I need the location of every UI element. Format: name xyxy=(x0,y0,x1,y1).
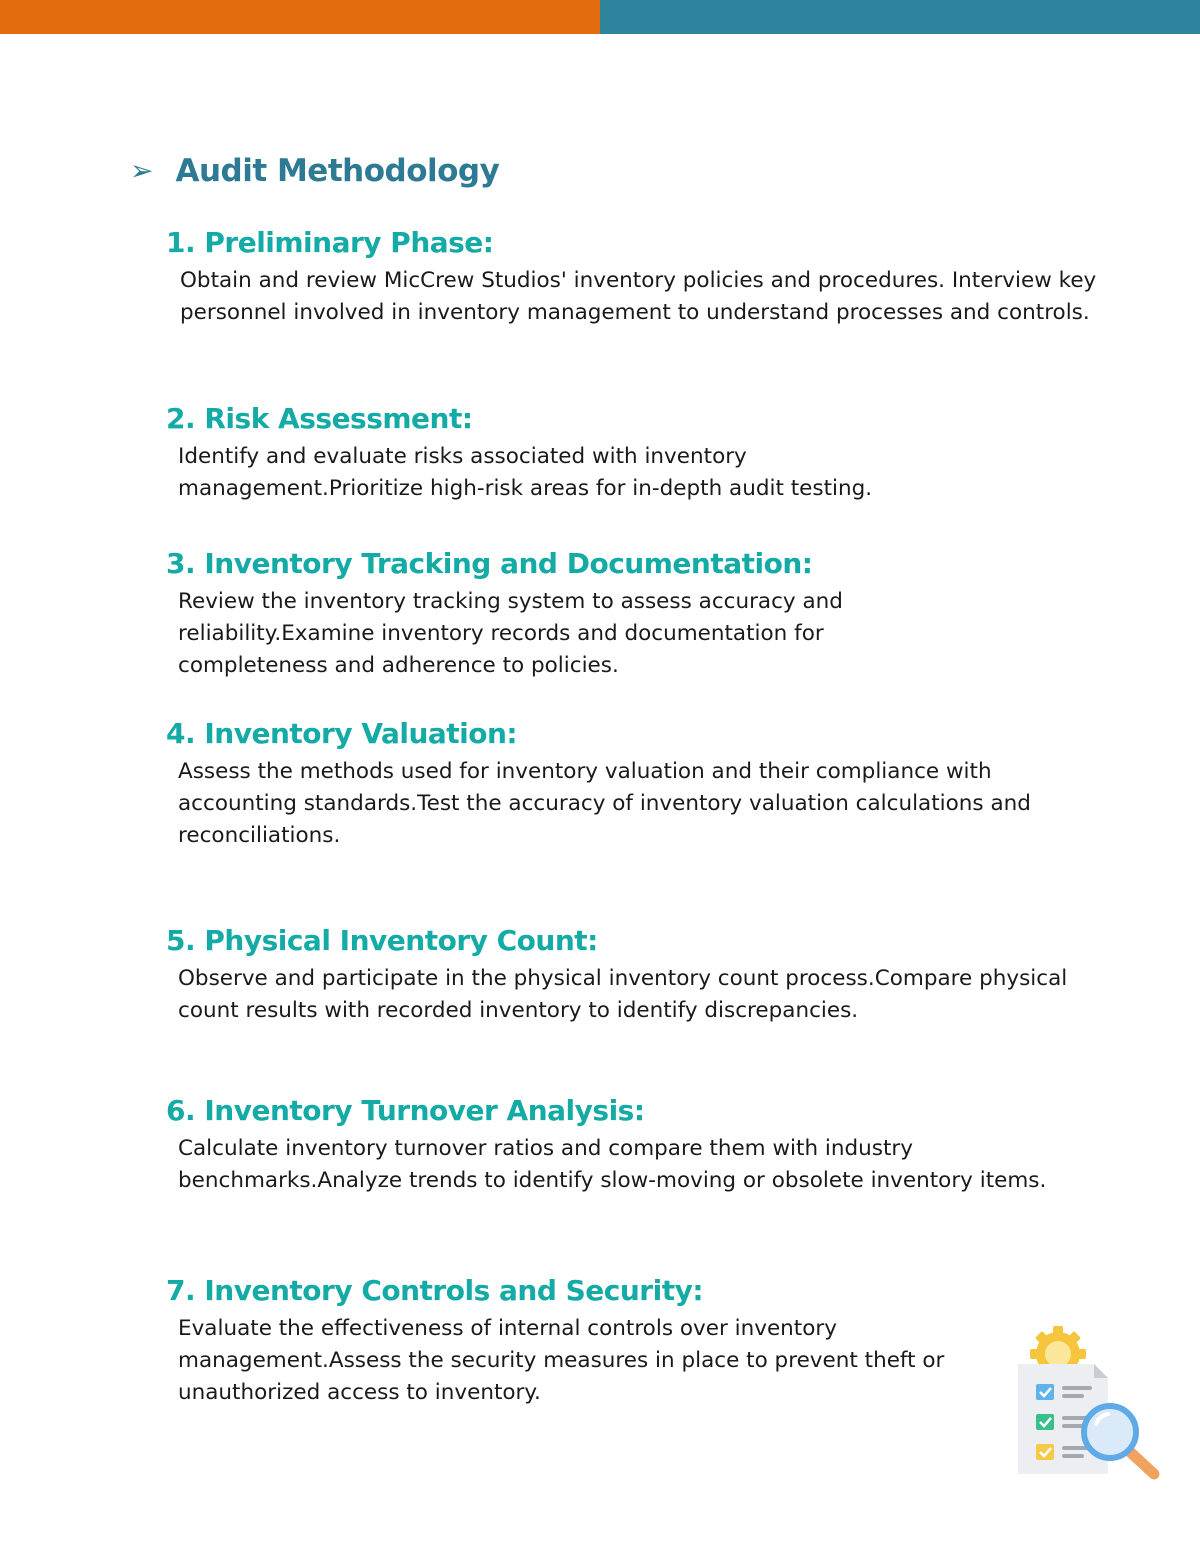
section-preliminary-phase xyxy=(166,225,1116,329)
section-title: 6. Inventory Turnover Analysis: xyxy=(166,1094,645,1127)
section-inventory-valuation xyxy=(166,716,1116,852)
section-physical-count xyxy=(166,923,1116,1027)
section-title: 5. Physical Inventory Count: xyxy=(166,924,598,957)
section-risk-assessment xyxy=(166,401,1116,505)
audit-checklist-magnifier-icon xyxy=(1010,1326,1166,1484)
top-bar-orange-segment xyxy=(0,0,600,34)
section-title: 4. Inventory Valuation: xyxy=(166,717,518,750)
section-turnover-analysis xyxy=(166,1093,1116,1197)
section-title: 3. Inventory Tracking and Documentation: xyxy=(166,547,813,580)
section-body: Assess the methods used for inventory valuation and their compliance with accounting standards.Test the accuracy of inventory valuation calculations and reconciliations. xyxy=(178,759,1031,848)
section-body: Observe and participate in the physical inventory count process.Compare physical count results with recorded inventory to identify discrepancies. xyxy=(178,966,1068,1023)
section-title: 7. Inventory Controls and Security: xyxy=(166,1274,704,1307)
page-title: Audit Methodology xyxy=(175,153,500,189)
section-inventory-tracking xyxy=(166,546,1116,682)
section-title: 2. Risk Assessment: xyxy=(166,402,473,435)
section-body: Calculate inventory turnover ratios and compare them with industry benchmarks.Analyze trends to identify slow-moving or obsolete inventory items. xyxy=(178,1136,1047,1193)
top-color-bar xyxy=(0,0,1200,34)
section-body: Identify and evaluate risks associated with inventory management.Prioritize high-risk areas for in-depth audit testing. xyxy=(178,444,873,501)
section-title: 1. Preliminary Phase: xyxy=(166,226,494,259)
section-body: Review the inventory tracking system to assess accuracy and reliability.Examine inventory records and documentation for completeness and adherence to policies. xyxy=(178,589,843,678)
page-heading xyxy=(130,148,499,194)
section-body: Obtain and review MicCrew Studios' inventory policies and procedures. Interview key personnel involved in inventory management to understand processes and controls. xyxy=(180,268,1097,325)
section-controls-security xyxy=(166,1273,1116,1409)
section-body: Evaluate the effectiveness of internal controls over inventory management.Assess the security measures in place to prevent theft or unauthorized access to inventory. xyxy=(178,1316,945,1405)
top-bar-teal-segment xyxy=(600,0,1200,34)
arrowhead-right-icon: ➢ xyxy=(130,154,154,187)
